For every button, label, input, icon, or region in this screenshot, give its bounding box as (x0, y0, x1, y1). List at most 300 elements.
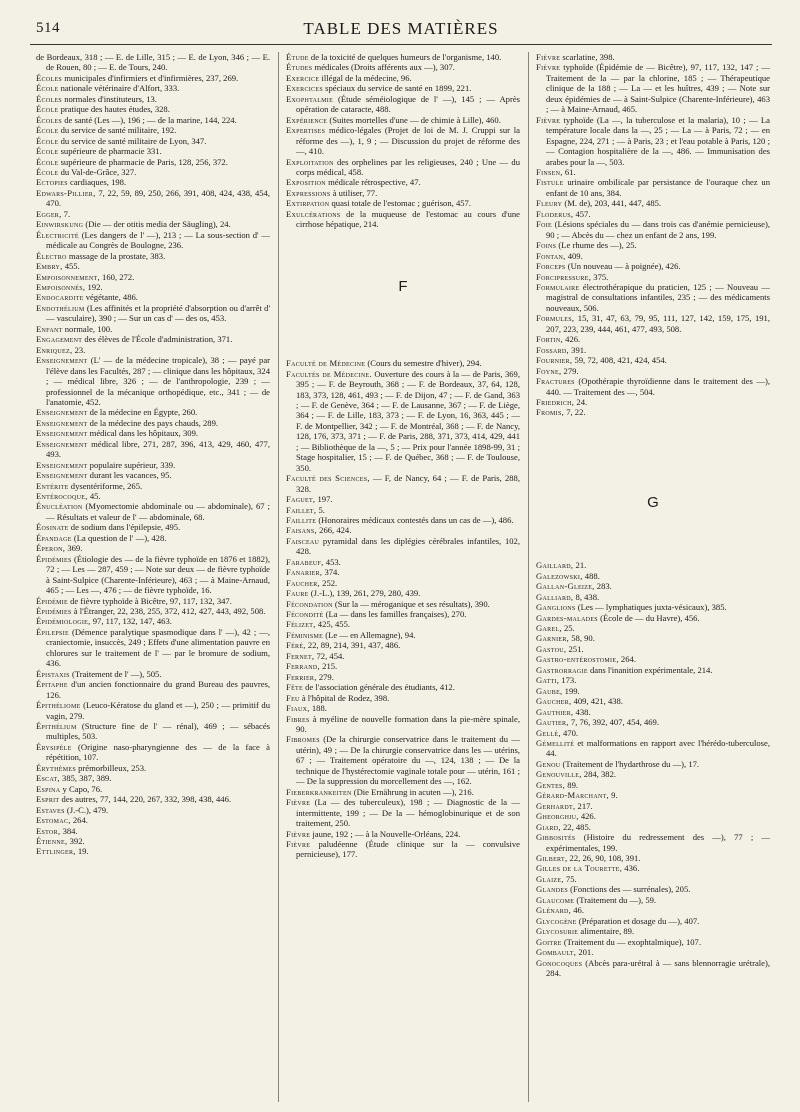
index-entry (36, 209, 270, 219)
entry-headword: Genou (536, 758, 561, 769)
entry-references: (Le — en Allemagne), 94. (323, 629, 416, 640)
index-entry (36, 115, 270, 125)
entry-headword: Fractures (536, 376, 575, 387)
entry-headword: Galliard, (536, 591, 574, 602)
index-entry (286, 62, 520, 72)
index-column-right (528, 52, 770, 1102)
entry-headword: Fortin, (536, 334, 563, 345)
index-entry (536, 916, 770, 926)
entry-headword: Fibres (286, 713, 310, 724)
entry-headword: Gastro-entérostomie, (536, 654, 619, 665)
index-column-middle (278, 52, 520, 1102)
entry-headword: Fibromes (286, 734, 320, 745)
index-entry (536, 790, 770, 800)
entry-references: 374. (322, 567, 340, 578)
entry-headword: Fossard, (536, 344, 570, 355)
entry-headword: Fièvre (286, 828, 311, 839)
entry-references: (Sur la — méroganique et ses résultats), 390. (332, 598, 490, 609)
entry-headword: Faisceau (286, 535, 320, 546)
entry-references: des élèves de l'École d'administration, 371. (82, 334, 233, 345)
entry-references: (Lésions spéciales du — dans trois cas d'anémie pernicieuse), 90 ; — Abcès du — chez un enfant de 2 ans, 199. (546, 219, 770, 240)
index-entry (536, 654, 770, 664)
entry-headword: Ganglions (536, 602, 576, 613)
entry-references: (Un nouveau — à poignée), 426. (565, 261, 681, 272)
entry-headword: Électro (36, 250, 67, 261)
entry-references: 22, 89, 214, 391, 437, 486. (305, 640, 401, 651)
entry-references: 15, 31, 47, 63, 79, 95, 111, 127, 142, 159, 175, 191, 207, 223, 239, 444, 461, 477, 493, 508. (546, 313, 770, 334)
entry-headword: École (36, 135, 59, 146)
entry-headword: Fièvre (536, 62, 561, 73)
entry-headword: Gallan-Gleize, (536, 581, 595, 592)
index-entry (36, 345, 270, 355)
entry-headword: Endothélium (36, 302, 85, 313)
entry-references: de la médecine en Égypte, 260. (87, 407, 198, 418)
index-entry (536, 863, 770, 873)
entry-references: (Les affinités et la propriété d'absorption ou d'arrêt d' — vasculaire), 390 ; — Sur un cas d' — des os, 453. (46, 302, 270, 324)
entry-headword: École (36, 83, 59, 94)
index-entry (36, 846, 270, 856)
entry-references: 266, 424. (317, 525, 352, 536)
entry-references: durant les vacances, 95. (87, 470, 172, 481)
entry-references: (J.-L.), 139, 261, 279, 280, 439. (308, 588, 421, 599)
entry-headword: Espina (36, 783, 61, 794)
index-entry (536, 177, 770, 198)
entry-headword: Exploitation (286, 156, 334, 167)
entry-headword: Genouville, (536, 769, 582, 780)
entry-references: 22, 26, 90, 108, 391. (567, 853, 641, 863)
index-entry (536, 613, 770, 623)
entry-references: (Le rhume des —), 25. (556, 240, 637, 251)
entry-references: (Die — der otitis media der Säugling), 24. (83, 219, 231, 230)
entry-headword: Exulcérations (286, 208, 341, 219)
index-entry (286, 525, 520, 535)
entry-references: normale, 100. (62, 323, 113, 334)
entry-references: 426. (578, 811, 596, 822)
entry-references: (Traitement de l' —), 505. (69, 668, 162, 679)
entry-headword: Estaves (36, 804, 65, 815)
entry-headword: Épitaphe (36, 679, 68, 690)
entry-references: médicales (Droits afférents aux —), 307. (312, 62, 455, 73)
entry-headword: Gilles de la Tourette, (536, 863, 623, 874)
index-entry (536, 198, 770, 208)
index-entry (536, 602, 770, 612)
index-entry (536, 407, 770, 417)
entry-headword: Enriquez, (36, 344, 73, 355)
index-entry (36, 522, 270, 532)
index-entry (286, 630, 520, 640)
entry-headword: Ferrier, (286, 671, 317, 682)
entry-headword: Escat, (36, 773, 60, 784)
entry-headword: Gastou, (536, 643, 567, 654)
entry-headword: Fanarier, (286, 567, 323, 578)
entry-references: médico-légales (Projet de loi de M. J. Cruppi sur la réforme des —), 1, 9 ; — Discussion du projet de réforme des —, 410. (296, 125, 520, 157)
index-entry (536, 780, 770, 790)
entry-references: typhoïde (La —, la tuberculose et la malaria), 10 ; — La température locale dans la —, 25 ; — La — à Paris, 72 ; — en Espagne, 224, 271 ; — à Paris, 23 ; et l'eau potable à Paris, 120 ; — Contagion hospitalière de la —, 486. — Immunisation des arabes pour la —, 503. (546, 114, 770, 167)
entry-headword: Engagement (36, 334, 83, 345)
index-entry (36, 700, 270, 721)
index-entry (286, 578, 520, 588)
index-entry (36, 136, 270, 146)
entry-headword: Écoles (36, 93, 63, 104)
entry-references: 188. (309, 703, 327, 714)
entry-references: médical dans les hôpitaux, 309. (87, 428, 199, 439)
entry-references: 284, 382. (581, 769, 617, 780)
entry-references: 369. (65, 543, 83, 554)
entry-references: et malformations en rapport avec l'hérédo-tuberculose, 44. (546, 738, 770, 759)
entry-headword: Épidémie (36, 595, 68, 606)
index-entry (36, 355, 270, 407)
index-entry (286, 505, 520, 515)
entry-headword: Faillet, (286, 504, 317, 515)
entry-references: (Myomectomie abdominale ou — abdominale), 67 ; — Résultats et valeur de l' — abdominale, 68. (46, 501, 270, 522)
entry-references: massage de la prostate, 383. (66, 250, 166, 261)
index-entry (536, 958, 770, 979)
entry-headword: Giard, (536, 821, 561, 832)
entry-headword: Fontan, (536, 250, 566, 261)
entry-headword: Études (286, 62, 313, 73)
entry-headword: Gaube, (536, 685, 563, 696)
entry-headword: Enseignement (36, 407, 88, 418)
entry-references: à l'hôpital de Rodez, 398. (299, 692, 390, 703)
entry-headword: Fécondité (286, 609, 324, 620)
entry-references: paludéenne (Étude clinique sur la — convulsive pernicieuse), 177. (296, 839, 520, 860)
entry-references: cardiaques, 198. (67, 177, 127, 188)
entry-headword: Gaucher, (536, 696, 572, 707)
index-entry (536, 355, 770, 365)
entry-headword: Estomac, (36, 815, 71, 826)
index-entry (536, 272, 770, 282)
index-entry (536, 884, 770, 894)
index-entry (36, 836, 270, 846)
entry-references: y Capo, 76. (60, 783, 103, 794)
entry-headword: Fieberkrankeiten (286, 786, 352, 797)
entry-references: (Étiologie des — de la fièvre typhoïde en 1876 et 1882), 72 ; — Les — 287, 459 ; — Note sur deux — de fièvre typhoïde à Saint-Sulpice (Charente-Inférieure), 463 ; — à Maine-Arnaud, 465 ; — Les —, 476 ; — de fièvre typhoïde, 16. (46, 553, 270, 596)
index-entry (286, 369, 520, 474)
entry-references: 9. (609, 790, 618, 801)
index-entry (286, 787, 520, 797)
entry-references: populaire supérieur, 339. (87, 459, 176, 470)
entry-references: médical libre, 271, 287, 396, 413, 429, 460, 477, 493. (46, 438, 270, 460)
entry-headword: Éperon, (36, 543, 66, 554)
entry-references: 455. (62, 261, 80, 272)
entry-references: (École de — du Havre), 456. (597, 612, 700, 623)
index-entry (36, 470, 270, 480)
entry-headword: Fromis, (536, 407, 565, 418)
entry-references: 72, 454. (314, 650, 345, 661)
index-entry (36, 282, 270, 292)
index-entry (286, 83, 520, 93)
entry-references: supérieure de pharmacie 331. (58, 146, 162, 157)
entry-headword: École (36, 146, 59, 157)
entry-references: 457. (573, 208, 591, 219)
entry-references: 19. (75, 846, 89, 857)
entry-references: 252. (320, 577, 338, 588)
entry-references: scarlatine, 398. (560, 52, 615, 62)
index-entry (36, 596, 270, 606)
entry-headword: Ettlinger, (36, 846, 76, 857)
entry-headword: Fièvre (536, 52, 561, 62)
entry-references: 8, 438. (573, 591, 600, 602)
entry-references: végétante, 486. (83, 292, 138, 303)
index-entry (36, 251, 270, 261)
entry-references: 24. (574, 396, 588, 407)
entry-references: (Opothérapie thyroïdienne dans le traitement des —), 440. — Traitement des —, 504. (546, 376, 770, 397)
entry-references: (Die Ernährung in acuten —), 216. (351, 786, 474, 797)
entry-headword: Empoisonnés, (36, 281, 86, 292)
entry-headword: Fiaux, (286, 703, 310, 714)
index-entry (536, 644, 770, 654)
entry-references: 409. (565, 250, 583, 261)
entry-references: (Les — lymphatiques juxta-vésicaux), 385. (575, 602, 727, 613)
index-entry (536, 675, 770, 685)
index-entry (536, 895, 770, 905)
entry-headword: Foins (536, 240, 557, 251)
entry-references: 425, 455. (315, 619, 351, 630)
entry-references: 5. (316, 504, 325, 515)
index-entry (536, 334, 770, 344)
entry-headword: Enseignement (36, 355, 88, 366)
entry-headword: Fournier, (536, 355, 573, 366)
entry-references: à utiliser, 77. (330, 187, 378, 198)
index-entry (36, 324, 270, 334)
entry-headword: Egger, (36, 208, 62, 219)
entry-references: dans l'inanition expérimentale, 214. (587, 664, 713, 675)
index-entry (536, 728, 770, 738)
entry-headword: Fleury (536, 198, 563, 209)
entry-headword: Facultés de Médecine. (286, 368, 372, 379)
entry-references: supérieure de pharmacie de Paris, 128, 256, 372. (58, 156, 228, 167)
entry-references: 59, 72, 408, 421, 424, 454. (572, 355, 667, 366)
entry-references: (Traitement du — exophtalmique), 107. (561, 936, 701, 947)
index-entry (36, 83, 270, 93)
entry-headword: Ectopies (36, 177, 68, 188)
index-entry (36, 491, 270, 501)
index-entry (36, 501, 270, 522)
index-entry (536, 167, 770, 177)
entry-references: de la muqueuse de l'estomac au cours d'une cirrhose hépatique, 214. (296, 208, 520, 230)
entry-headword: Étienne, (36, 835, 68, 846)
entry-headword: Gérard-Marchant, (536, 790, 609, 801)
entry-references: de l'association générale des étudiants, 412. (302, 682, 455, 693)
index-entry (536, 686, 770, 696)
index-entry (36, 784, 270, 794)
entry-headword: Féré, (286, 640, 306, 651)
entry-references: 470. (560, 727, 579, 738)
entry-headword: Ferrand, (286, 661, 320, 672)
entry-headword: Gentes, (536, 779, 566, 790)
entry-headword: Edwars-Pillier, (36, 187, 96, 198)
entry-headword: Glandes (536, 884, 568, 895)
entry-references: jaune, 192 ; — à la Nouvelle-Orléans, 224. (310, 828, 461, 839)
index-entry (536, 822, 770, 832)
index-entry (536, 937, 770, 947)
index-entry (286, 157, 520, 178)
index-entry (36, 742, 270, 763)
entry-references: 409, 421, 438. (571, 696, 623, 707)
entry-references: 251. (566, 643, 584, 654)
entry-references: (J.-C.), 479. (64, 804, 109, 815)
index-entry (286, 609, 520, 619)
index-entry (286, 115, 520, 125)
index-entry (36, 52, 270, 73)
entry-headword: Gheorghiu, (536, 811, 579, 822)
entry-headword: Gibbosités (536, 832, 576, 843)
entry-references: spéciaux du service de santé en 1899, 221. (322, 83, 472, 94)
index-entry (286, 797, 520, 828)
entry-references: du Val-de-Grâce, 327. (58, 166, 137, 177)
entry-headword: Faillite (286, 514, 317, 525)
entry-references: 436. (622, 863, 640, 874)
entry-references: dysentériforme, 265. (68, 480, 143, 491)
entry-headword: Endocardite (36, 292, 84, 303)
index-entry (36, 272, 270, 282)
entry-headword: Épidémies (36, 553, 72, 564)
index-entry (536, 623, 770, 633)
entry-headword: Gilbert, (536, 853, 568, 863)
index-entry (536, 738, 770, 759)
index-entry (286, 651, 520, 661)
entry-headword: Érythèmes (36, 762, 76, 773)
index-entry (286, 515, 520, 525)
entry-references: 61. (562, 166, 576, 177)
entry-references: 201. (576, 947, 594, 958)
index-entry (286, 829, 520, 839)
index-entry (286, 73, 520, 83)
entry-headword: Fièvre (286, 797, 311, 808)
index-entry (536, 665, 770, 675)
entry-headword: Épidémiologie, (36, 616, 91, 627)
index-entry (36, 292, 270, 302)
entry-headword: Exposition (286, 177, 326, 188)
index-entry (536, 717, 770, 727)
entry-headword: Empoisonnement, (36, 271, 100, 282)
index-entry (36, 104, 270, 114)
entry-headword: Enseignement (36, 459, 88, 470)
index-entry (286, 557, 520, 567)
entry-headword: Entérocoque, (36, 491, 88, 502)
index-entry (536, 696, 770, 706)
entry-headword: Garel, (536, 623, 562, 634)
entry-headword: Exophtalmie (286, 93, 334, 104)
entry-references: prémorbilleux, 253. (75, 762, 147, 773)
entry-references: des orphelines par les religieuses, 240 ; Une — du corps médical, 458. (296, 156, 520, 177)
entry-headword: Farabeuf, (286, 556, 324, 567)
entry-references: de sodium dans l'épilepsie, 495. (68, 522, 181, 533)
entry-references: 23. (72, 344, 86, 355)
entry-headword: Formulaire (536, 281, 580, 292)
index-entry (536, 811, 770, 821)
index-entry (286, 358, 520, 368)
entry-references: (Honoraires médicaux contestés dans un cas de —), 486. (316, 514, 514, 525)
index-entry (286, 94, 520, 115)
entry-references: 25. (561, 623, 575, 634)
entry-references: 45. (87, 491, 101, 502)
entry-headword: Faculté des Sciences, (286, 473, 370, 484)
entry-headword: Faucher, (286, 577, 320, 588)
entry-references: 7, 22. (564, 407, 586, 418)
index-entry (536, 52, 770, 62)
index-entry (536, 926, 770, 936)
entry-headword: Écoles (36, 114, 63, 125)
entry-headword: Fistule (536, 177, 564, 188)
entry-headword: Gardes-malades (536, 612, 598, 623)
entry-headword: Épidémies (36, 606, 72, 617)
entry-headword: Électricité (36, 229, 79, 240)
entry-references: de la toxicité de quelques humeurs de l'organisme, 140. (308, 52, 502, 62)
entry-references: (Préparation et dosage du —), 407. (576, 915, 700, 926)
entry-headword: Enseignement (36, 438, 88, 449)
index-entry (536, 874, 770, 884)
entry-references: 7, 22, 59, 89, 250, 266, 391, 408, 424, 438, 454, 470. (46, 187, 270, 209)
entry-headword: Gellé, (536, 727, 561, 738)
entry-references: 21. (573, 560, 587, 571)
index-entry (286, 693, 520, 703)
entry-headword: Fernet, (286, 650, 315, 661)
entry-headword: École (36, 166, 59, 177)
index-entry (286, 599, 520, 609)
index-entry (36, 73, 270, 83)
index-entry (536, 633, 770, 643)
entry-headword: Fièvre (286, 839, 311, 849)
entry-headword: Einwirskung (36, 219, 84, 230)
index-entry (36, 157, 270, 167)
entry-headword: Enseignement (36, 428, 88, 439)
index-entry (36, 177, 270, 187)
entry-headword: Foyne, (536, 365, 562, 376)
index-entry (36, 219, 270, 229)
entry-headword: Érysipèle (36, 741, 72, 752)
entry-headword: Gaillard, (536, 560, 574, 571)
index-entry (286, 619, 520, 629)
index-entry (536, 219, 770, 240)
entry-references: (De la chirurgie conservatrice dans le traitement du — utérin), 49 ; — De la chirurgie conservatrice dans les — utérins, 67 ; — Traitement opératoire du —, 124, 138 ; — De la technique de l'hystérectomie vaginale totale pour — utérin, 161 ; — De la suppression du morcellement des —, 162. (296, 734, 520, 787)
entry-headword: Faure (286, 588, 309, 599)
index-entry (286, 672, 520, 682)
index-entry (36, 669, 270, 679)
index-entry (36, 261, 270, 271)
entry-headword: Épilepsie (36, 626, 69, 637)
index-entry (536, 560, 770, 570)
index-entry (286, 188, 520, 198)
index-entry (536, 366, 770, 376)
entry-references: 7, 76, 392, 407, 454, 469. (568, 717, 659, 728)
running-header (30, 18, 772, 45)
entry-references: (Structure fine de l' — rénal), 469 ; — sébacés multiples, 503. (46, 721, 270, 742)
entry-headword: Formules, (536, 313, 575, 324)
index-entry (286, 567, 520, 577)
entry-references: 392. (67, 835, 85, 846)
index-entry (36, 146, 270, 156)
index-entry (286, 682, 520, 692)
entry-references: 384. (60, 825, 78, 836)
entry-references: typhoïde (Épidémie de — Bicêtre), 97, 117, 132, 147 ; — Traitement de la — par la chlorine, 185 ; — Thérapeutique clinique de la 188 ; — La — et les huîtres, 439 ; — Note sur deux épidémies de — à Saint-Sulpice (Charente-Inférieure), 463 ; — à Maine-Arnaud, 465. (546, 62, 770, 115)
index-entry (536, 251, 770, 261)
index-entry (286, 52, 520, 62)
index-entry (36, 554, 270, 596)
entry-headword: Esprit (36, 794, 60, 805)
entry-headword: Faisans, (286, 525, 317, 536)
index-entry (286, 640, 520, 650)
entry-references: normales d'instituteurs, 13. (62, 93, 157, 104)
entry-references: 438. (573, 706, 591, 717)
index-entry (36, 721, 270, 742)
entry-headword: Étude (286, 52, 309, 62)
index-entry (286, 536, 520, 557)
entry-references: (Histoire du redressement des —), 77 ; — expérimentales, 199. (546, 832, 770, 853)
entry-headword: Goitre (536, 936, 562, 947)
entry-references: (Étude séméiologique de l' —), 145 ; — Après opération de cataracte, 488. (296, 93, 520, 115)
entry-references: de santé (Les —), 196 ; — de la marine, 144, 224. (62, 114, 237, 125)
